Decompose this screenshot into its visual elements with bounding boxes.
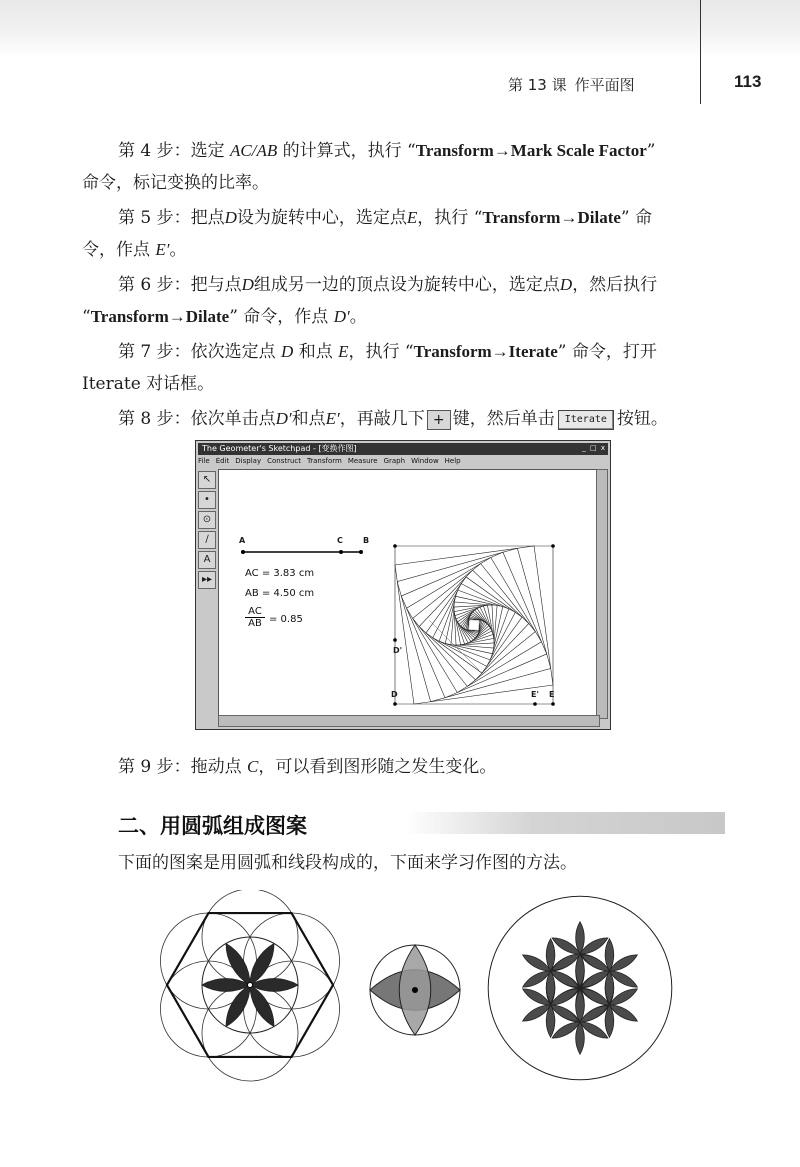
spiral-square <box>413 564 536 687</box>
text-tool-icon: A <box>198 551 216 569</box>
compass-tool-icon: ⊙ <box>198 511 216 529</box>
section-intro: 下面的图案是用圆弧和线段构成的，下面来学习作图的方法。 <box>118 853 577 873</box>
dark-petal <box>250 979 298 992</box>
segment-d-dprime <box>429 620 479 670</box>
step-4: 第 4 步：选定 AC/AB 的计算式，执行 “Transform→Mark Scale Factor” <box>118 141 656 161</box>
step-6-continuation: “Transform→Dilate” 命令，作点 D′。 <box>82 307 367 327</box>
menu-measure: Measure <box>347 457 378 465</box>
line-tool-icon: ∕ <box>198 531 216 549</box>
point-b <box>359 550 363 554</box>
ratio-value: = 0.85 <box>269 614 303 625</box>
label-e: E <box>549 690 555 699</box>
ratio-numerator: AC <box>248 606 262 617</box>
spiral-square <box>467 618 480 631</box>
page-top-band <box>0 0 800 58</box>
running-header <box>508 74 643 95</box>
spiral-square <box>458 609 491 642</box>
ratio-fraction <box>245 606 265 629</box>
header-divider <box>700 0 701 104</box>
ratio-denominator: AB <box>245 617 265 629</box>
step-4-continuation: 命令，标记变换的比率。 <box>82 173 269 193</box>
center-point <box>248 983 253 988</box>
step-7: 第 7 步：依次选定点 D 和点 E，执行 “Transform→Iterate” 命令，打开 <box>118 342 657 362</box>
step-5-continuation: 令，作点 E′。 <box>82 240 187 260</box>
iterated-spiral-squares <box>393 544 555 706</box>
step-9: 第 9 步：拖动点 C，可以看到图形随之发生变化。 <box>118 757 497 777</box>
construction-point <box>533 702 537 706</box>
section-title-band <box>405 812 725 834</box>
label-a: A <box>239 536 246 545</box>
sketchpad-vertical-scrollbar <box>596 469 608 719</box>
measure-ab: AB = 4.50 cm <box>245 588 315 599</box>
construction-point <box>551 702 555 706</box>
pattern-four-petal <box>370 945 460 1035</box>
spiral-square <box>459 610 489 640</box>
spiral-square <box>419 570 529 680</box>
page-number: 113 <box>734 72 762 91</box>
point-c <box>339 550 343 554</box>
construction-point <box>551 544 555 548</box>
menu-graph: Graph <box>383 457 406 465</box>
menu-edit: Edit <box>215 457 230 465</box>
point-a <box>241 550 245 554</box>
arc-patterns-figure <box>150 890 740 1090</box>
sketchpad-screenshot <box>195 440 611 730</box>
spiral-square <box>469 620 480 631</box>
dark-petal <box>202 979 250 992</box>
menu-construct: Construct <box>267 457 301 465</box>
step-5: 第 5 步：把点D设为旋转中心，选定点E，执行 “Transform→Dilate” 命 <box>118 208 653 228</box>
arrow-tool-icon: ↖ <box>198 471 216 489</box>
step-7-continuation: Iterate 对话框。 <box>82 374 215 394</box>
menu-file: File <box>198 457 210 465</box>
sketchpad-horizontal-scrollbar <box>218 715 600 727</box>
spiral-square <box>461 612 487 638</box>
spiral-square <box>407 558 542 693</box>
construction-point <box>393 544 397 548</box>
window-controls-icon: _ □ x <box>582 444 606 452</box>
sketchpad-menu-bar <box>198 456 608 467</box>
menu-display: Display <box>235 457 262 465</box>
header-lesson: 第 13 课 <box>508 76 567 94</box>
spiral-square <box>426 577 522 673</box>
label-e-prime: E' <box>531 690 539 699</box>
pattern-hexagon-flower <box>160 890 339 1081</box>
plus-key-icon: + <box>427 410 451 430</box>
construction-point <box>393 638 397 642</box>
step-6: 第 6 步：把与点D组成另一边的顶点设为旋转中心，选定点D，然后执行 <box>118 275 658 295</box>
section-title: 二、用圆弧组成图案 <box>118 814 307 838</box>
step-8: 第 8 步：依次单击点D′和点E′，再敲几下 + 键，然后单击 Iterate 按钮。 <box>118 409 668 429</box>
menu-help: Help <box>444 457 461 465</box>
sketchpad-toolbox <box>198 471 216 611</box>
spiral-square <box>455 606 493 644</box>
custom-tool-icon: ▸▸ <box>198 571 216 589</box>
center-point <box>412 987 418 993</box>
measure-ac: AC = 3.83 cm <box>245 568 315 579</box>
menu-transform: Transform <box>307 457 342 465</box>
spiral-square <box>395 546 553 704</box>
label-d-prime: D' <box>393 646 403 655</box>
header-title: 作平面图 <box>574 76 635 94</box>
label-d: D <box>391 690 398 699</box>
sketchpad-canvas <box>218 469 600 719</box>
menu-window: Window <box>411 457 439 465</box>
label-c: C <box>337 536 343 545</box>
iterate-button-image: Iterate <box>558 410 614 430</box>
label-b: B <box>363 536 370 545</box>
point-tool-icon: • <box>198 491 216 509</box>
spiral-square <box>401 552 546 697</box>
construction-point <box>393 702 397 706</box>
pattern-flower-of-life <box>488 896 672 1080</box>
spiral-square <box>395 546 553 704</box>
sketchpad-title-bar: The Geometer's Sketchpad - [变换作图] <box>198 443 608 455</box>
